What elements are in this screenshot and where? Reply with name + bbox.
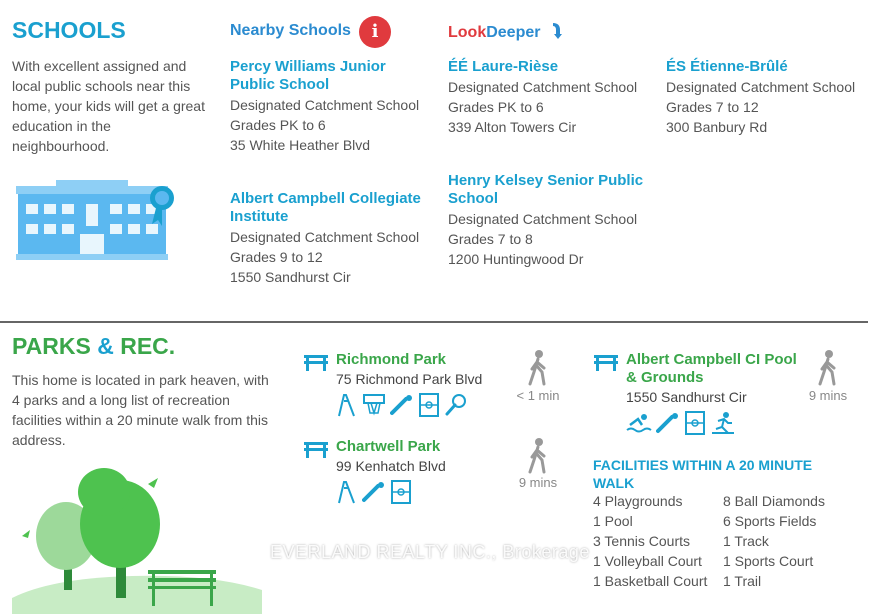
parks-title-a: PARKS	[12, 333, 91, 359]
facility-icons	[336, 393, 506, 417]
school-type: Designated Catchment School	[230, 97, 420, 113]
park-card[interactable]	[626, 351, 806, 435]
facility-item: 8 Ball Diamonds	[723, 493, 825, 509]
track-icon	[710, 411, 736, 435]
parks-title-amp: &	[97, 333, 114, 359]
slide-icon	[336, 480, 358, 504]
walk-time: 9 mins	[808, 388, 848, 403]
walking-person-icon	[816, 350, 840, 386]
facility-item: 1 Trail	[723, 573, 762, 589]
facilities-list-left	[593, 491, 719, 591]
bench-icon	[594, 353, 618, 371]
park-address: 1550 Sandhurst Cir	[626, 389, 747, 405]
school-name[interactable]: Henry Kelsey Senior Public School	[448, 172, 644, 207]
walking-person-icon	[526, 350, 550, 386]
school-address: 339 Alton Towers Cir	[448, 119, 577, 135]
facilities-title: FACILITIES WITHIN A 20 MINUTE WALK	[593, 457, 813, 491]
sports-field-icon	[684, 411, 706, 435]
park-name[interactable]: Albert Campbell CI Pool & Grounds	[626, 351, 797, 386]
school-grades: Grades PK to 6	[230, 117, 326, 133]
school-address: 1550 Sandhurst Cir	[230, 269, 351, 285]
school-grades: Grades 9 to 12	[230, 249, 323, 265]
school-grades: Grades 7 to 8	[448, 231, 533, 247]
facility-item: 1 Volleyball Court	[593, 553, 702, 569]
facility-item: 1 Track	[723, 533, 769, 549]
school-address: 1200 Huntingwood Dr	[448, 251, 584, 267]
school-grades: Grades 7 to 12	[666, 99, 759, 115]
sports-field-icon	[390, 480, 412, 504]
school-address: 35 White Heather Blvd	[230, 137, 371, 153]
baseball-icon	[656, 411, 680, 435]
park-card[interactable]	[336, 351, 506, 417]
nearby-schools-label: Nearby Schools	[230, 22, 351, 39]
facilities-list-right	[723, 491, 853, 591]
facility-item: 3 Tennis Courts	[593, 533, 691, 549]
facility-icons	[626, 411, 806, 435]
park-address: 99 Kenhatch Blvd	[336, 458, 446, 474]
basketball-icon	[362, 393, 386, 417]
school-card[interactable]	[230, 58, 430, 155]
school-type: Designated Catchment School	[448, 79, 638, 95]
park-name[interactable]: Richmond Park	[336, 351, 447, 368]
school-type: Designated Catchment School	[666, 79, 856, 95]
parks-title	[12, 333, 175, 360]
school-name[interactable]: ÉS Étienne-Brûlé	[666, 58, 788, 75]
pool-icon	[626, 411, 652, 435]
park-illustration-icon	[12, 466, 262, 614]
parks-title-b: REC.	[120, 333, 176, 359]
arrow-down-icon	[549, 22, 563, 40]
school-card[interactable]	[448, 172, 648, 269]
facility-item: 4 Playgrounds	[593, 493, 683, 509]
watermark: EVERLAND REALTY INC., Brokerage	[270, 542, 590, 562]
walk-time: < 1 min	[516, 388, 560, 403]
facility-item: 1 Sports Court	[723, 553, 814, 569]
baseball-icon	[390, 393, 414, 417]
bench-icon	[304, 440, 328, 458]
park-name[interactable]: Chartwell Park	[336, 438, 441, 455]
school-name[interactable]: Albert Campbell Collegiate Institute	[230, 190, 421, 225]
tennis-icon	[444, 393, 468, 417]
facility-item: 6 Sports Fields	[723, 513, 817, 529]
school-building-icon	[16, 178, 176, 260]
schools-title: SCHOOLS	[12, 17, 126, 43]
facility-icons	[336, 480, 506, 504]
lookdeeper-link[interactable]	[448, 22, 563, 42]
lookdeeper-look-text: Look	[448, 24, 487, 41]
section-divider	[0, 321, 868, 323]
schools-intro: With excellent assigned and local public schools near this home, your kids will get a great education in the neighbourhood.	[12, 58, 205, 154]
baseball-icon	[362, 480, 386, 504]
school-name[interactable]: Percy Williams Junior Public School	[230, 58, 386, 93]
parks-intro: This home is located in park heaven, with 4 parks and a long list of recreation facilities within a 20 minute walk from this address.	[12, 372, 269, 448]
park-address: 75 Richmond Park Blvd	[336, 371, 483, 387]
school-type: Designated Catchment School	[230, 229, 420, 245]
facility-item: 1 Pool	[593, 513, 633, 529]
info-icon[interactable]: i	[359, 16, 391, 48]
bench-icon	[304, 353, 328, 371]
facility-item: 1 Basketball Court	[593, 573, 708, 589]
school-card[interactable]	[448, 58, 648, 137]
walk-time: 9 mins	[518, 475, 558, 490]
park-card[interactable]	[336, 438, 506, 504]
slide-icon	[336, 393, 358, 417]
school-grades: Grades PK to 6	[448, 99, 544, 115]
school-card[interactable]	[230, 190, 430, 287]
walking-person-icon	[526, 438, 550, 474]
lookdeeper-deeper-text: Deeper	[486, 24, 541, 41]
sports-field-icon	[418, 393, 440, 417]
school-type: Designated Catchment School	[448, 211, 638, 227]
school-name[interactable]: ÉÉ Laure-Rièse	[448, 58, 559, 75]
school-address: 300 Banbury Rd	[666, 119, 768, 135]
school-card[interactable]	[666, 58, 866, 137]
